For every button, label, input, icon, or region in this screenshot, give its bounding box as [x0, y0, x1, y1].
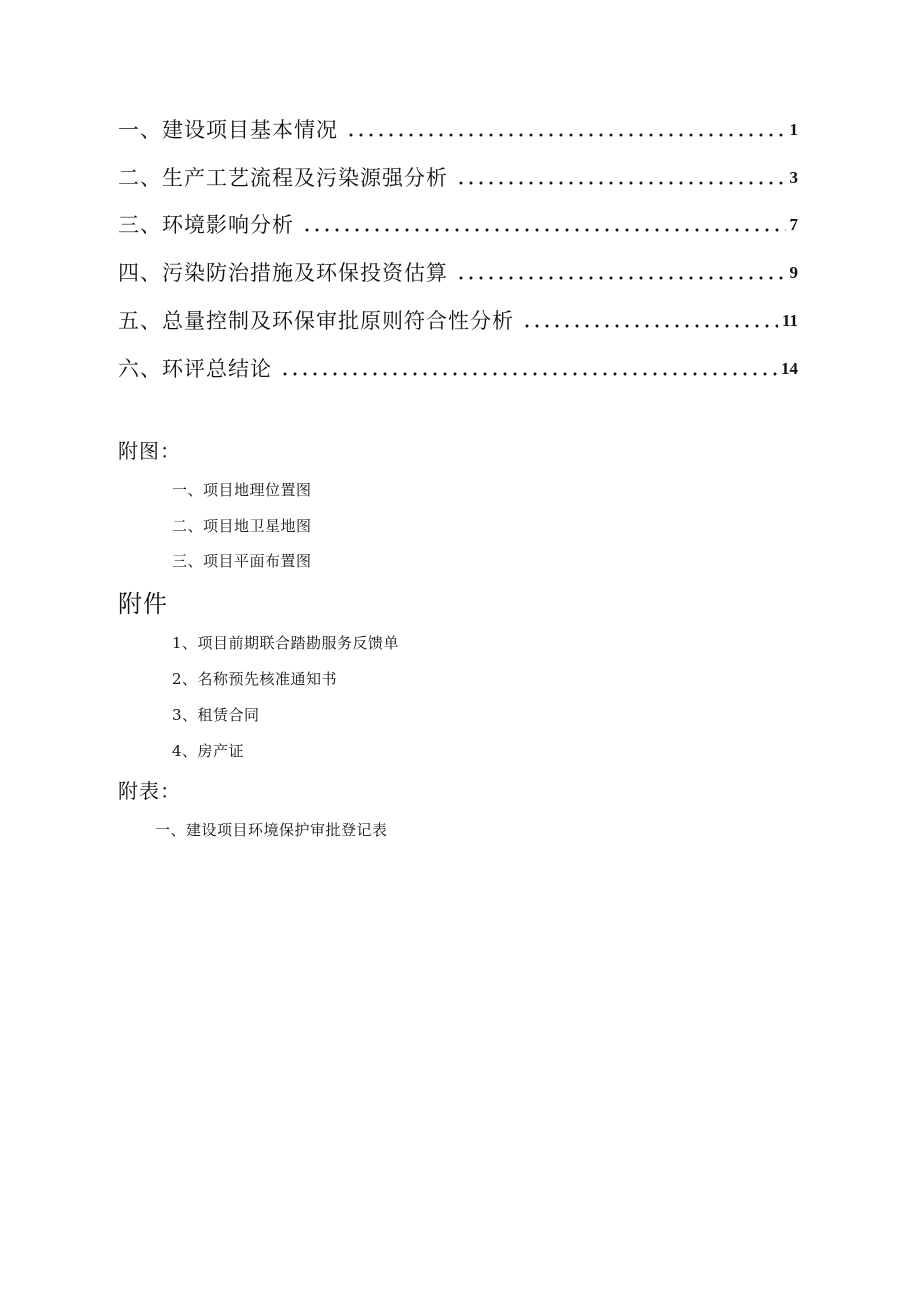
- toc-entry-title: 三、环境影响分析: [118, 213, 294, 237]
- toc-entry[interactable]: [118, 303, 798, 335]
- toc-dot-leader: [456, 276, 786, 280]
- toc-entry-page: 9: [789, 263, 798, 282]
- toc-entry[interactable]: [118, 207, 798, 239]
- figure-item[interactable]: 二、项目地卫星地图: [172, 517, 312, 535]
- toc-entry-page: 11: [781, 311, 798, 330]
- toc-entry-title: 二、生产工艺流程及污染源强分析: [118, 166, 448, 190]
- attachment-item[interactable]: 4、房产证: [172, 742, 245, 760]
- tables-heading: 附表：: [118, 779, 181, 803]
- attachments-heading: 附件: [118, 590, 168, 618]
- toc-entry-title: 六、环评总结论: [118, 357, 272, 381]
- figure-item[interactable]: 三、项目平面布置图: [172, 552, 312, 570]
- attachment-item[interactable]: 1、项目前期联合踏勘服务反馈单: [172, 634, 400, 652]
- toc-entry-page: 14: [781, 359, 798, 378]
- toc-entry[interactable]: [118, 351, 798, 383]
- toc-entry-title: 五、总量控制及环保审批原则符合性分析: [118, 309, 514, 333]
- toc-entry-title: 一、建设项目基本情况: [118, 118, 338, 142]
- toc-entry[interactable]: [118, 255, 798, 287]
- figure-item[interactable]: 一、项目地理位置图: [172, 481, 312, 499]
- toc-dot-leader: [302, 228, 786, 232]
- toc-entry-page: 3: [789, 168, 798, 187]
- toc-entry-title: 四、污染防治措施及环保投资估算: [118, 261, 448, 285]
- table-item[interactable]: 一、建设项目环境保护审批登记表: [155, 821, 388, 839]
- attachment-item[interactable]: 2、名称预先核准通知书: [172, 670, 338, 688]
- toc-entry-page: 1: [789, 120, 798, 139]
- toc-dot-leader: [346, 133, 786, 137]
- toc-dot-leader: [522, 324, 778, 328]
- toc-entry-page: 7: [789, 215, 798, 234]
- figures-heading: 附图：: [118, 439, 181, 463]
- attachment-item[interactable]: 3、租赁合同: [172, 706, 260, 724]
- toc-dot-leader: [456, 181, 786, 185]
- toc-dot-leader: [280, 372, 777, 376]
- toc-entry[interactable]: [118, 112, 798, 144]
- toc-entry[interactable]: [118, 160, 798, 192]
